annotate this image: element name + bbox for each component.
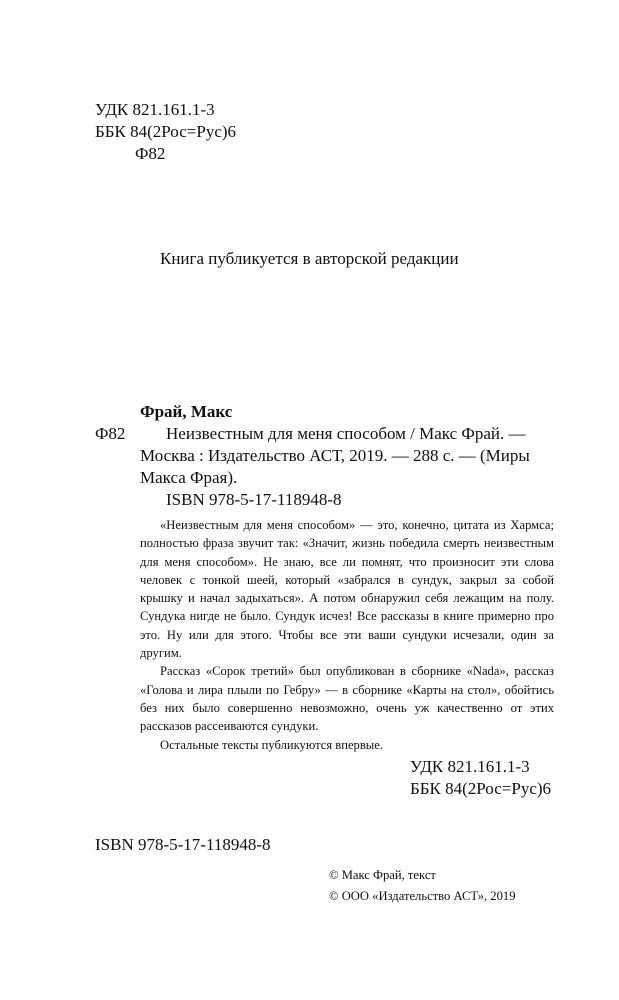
catalog-isbn: ISBN 978-5-17-118948-8 [166,490,342,509]
catalog-description-line: Москва : Издательство АСТ, 2019. — 288 с. — (Миры [140,446,530,465]
edition-note: Книга публикуется в авторской редакции [160,249,459,268]
bottom-isbn: ISBN 978-5-17-118948-8 [95,835,271,854]
copyright-line: © ООО «Издательство АСТ», 2019 [329,889,516,903]
footer-bbk-code: ББК 84(2Рос=Рус)6 [410,779,552,798]
annotation-paragraph: Остальные тексты публикуются впервые. [160,737,383,752]
footer-udk-code: УДК 821.161.1-3 [410,757,530,776]
udk-code: УДК 821.161.1-3 [95,100,215,119]
author-cipher: Ф82 [135,144,166,163]
annotation [140,516,554,754]
annotation-paragraph: «Неизвестным для меня способом» — это, конечно, цитата из Хармса; полностью фраза звучит так: «Значит, жизнь победила смерть неизвестным для меня способом». Не знаю, все ли помнят, что произносит эти слова человек с тонкой шеей, который «забрался в сундук, закрыл за собой крышку и начал задыхаться». А потом обнаружил себя лежащим на полу. Сундука нигде не было. Сундук исчез! Все рассказы в книге примерно про это. Ну или для этого. Чтобы все эти ваши сундуки исчезали, один за другим. [140,518,554,661]
catalog-author: Фрай, Макс [140,402,233,421]
bbk-code: ББК 84(2Рос=Рус)6 [95,122,237,141]
annotation-paragraph: Рассказ «Сорок третий» был опубликован в сборнике «Nada», рассказ «Голова и лира плыли по Гебру» — в сборнике «Карты на стол», обойтись без них было совершенно невозможно, очень уж качественно от этих рассказов рассеиваются сундуки. [140,664,554,734]
copyright-line: © Макс Фрай, текст [329,868,436,882]
catalog-description-line: Неизвестным для меня способом / Макс Фрай. — [166,424,526,443]
catalog-description-line: Макса Фрая). [140,468,238,487]
catalog-cipher: Ф82 [95,424,126,443]
